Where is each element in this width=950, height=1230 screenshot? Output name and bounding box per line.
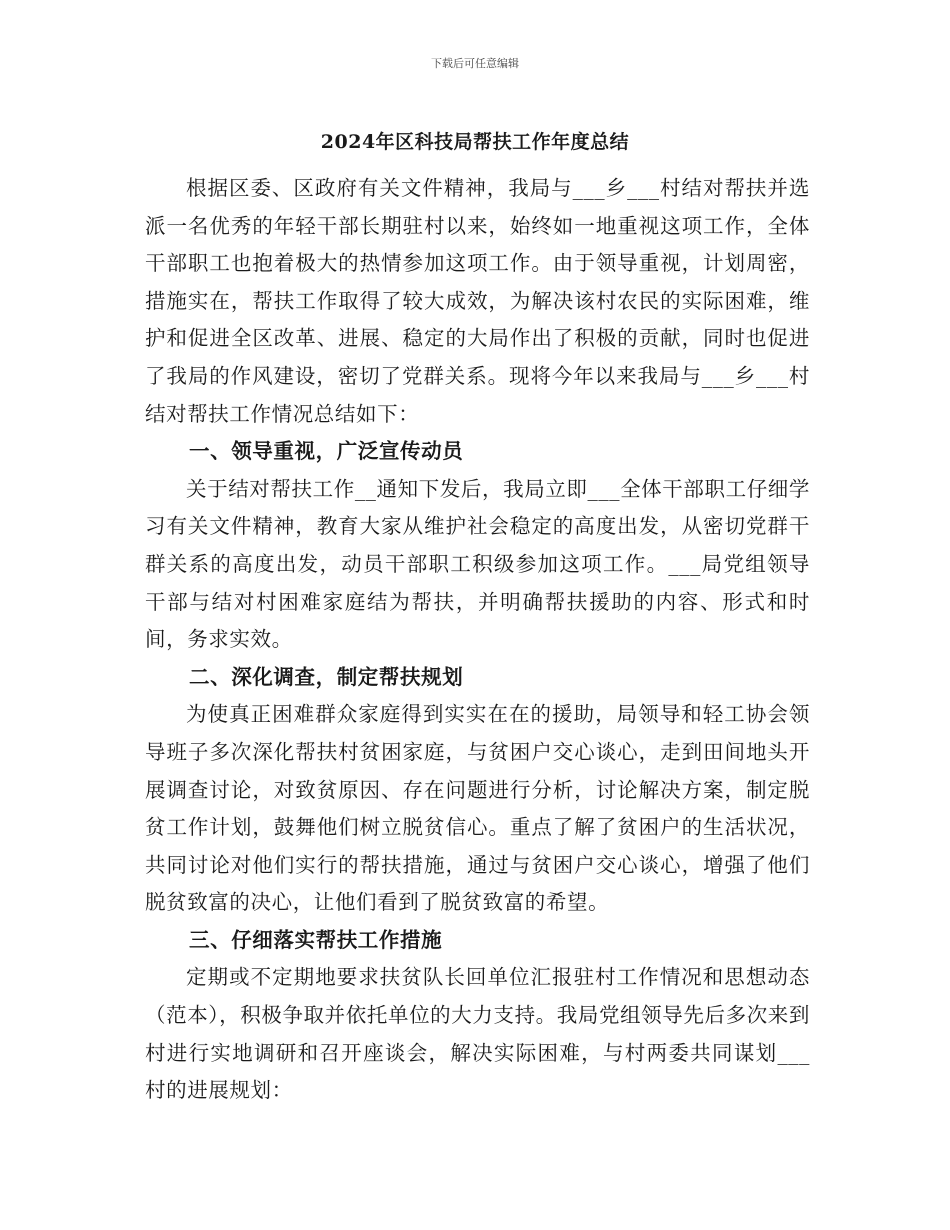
section-body-3: 定期或不定期地要求扶贫队长回单位汇报驻村工作情况和思想动态（范本），积极争取并依托单位的大力支持。我局党组领导先后多次来到村进行实地调研和召开座谈会，解决实际困难，与村两委共同谋划___村的进展规划： [145,965,810,1103]
section-heading-2: 二、深化调查，制定帮扶规划 [189,664,464,689]
intro-paragraph: 根据区委、区政府有关文件精神，我局与___乡___村结对帮扶并选派一名优秀的年轻干部长期驻村以来，始终如一地重视这项工作，全体干部职工也抱着极大的热情参加这项工作。由于领导重视，计划周密，措施实在，帮扶工作取得了较大成效，为解决该村农民的实际困难，维护和促进全区改革、进展、稳定的大局作出了积极的贡献，同时也促进了我局的作风建设，密切了党群关系。现将今年以来我局与___乡___村结对帮扶工作情况总结如下： [145,176,810,426]
section-body-1: 关于结对帮扶工作__通知下发后，我局立即___全体干部职工仔细学习有关文件精神，教育大家从维护社会稳定的高度出发，从密切党群干群关系的高度出发，动员干部职工积级参加这项工作。___局党组领导干部与结对村困难家庭结为帮扶，并明确帮扶援助的内容、形式和时间，务求实效。 [145,476,810,652]
section-heading-3: 三、仔细落实帮扶工作措施 [189,927,443,952]
download-note: 下载后可任意编辑 [431,57,519,70]
section-body-2: 为使真正困难群众家庭得到实实在在的援助，局领导和轻工协会领导班子多次深化帮扶村贫困家庭，与贫困户交心谈心，走到田间地头开展调查讨论，对致贫原因、存在问题进行分析，讨论解决方案，制定脱贫工作计划，鼓舞他们树立脱贫信心。重点了解了贫困户的生活状况，共同讨论对他们实行的帮扶措施，通过与贫困户交心谈心，增强了他们脱贫致富的决心，让他们看到了脱贫致富的希望。 [145,702,810,915]
document-body [145,170,810,1110]
section-heading-1: 一、领导重视，广泛宣传动员 [189,439,464,464]
document-title: 2024年区科技局帮扶工作年度总结 [320,131,630,153]
